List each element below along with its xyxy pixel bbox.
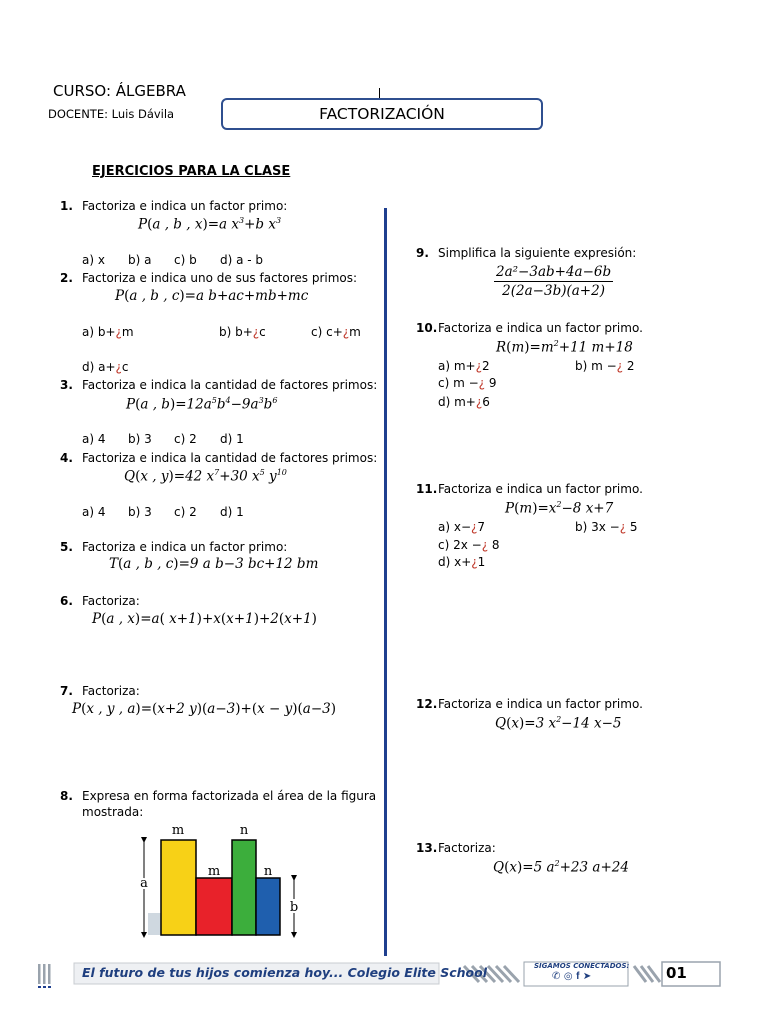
figure-label-n-mid: n (263, 864, 273, 879)
fraction-denominator: 2(2a−3b)(a+2) (502, 283, 605, 299)
instagram-icon[interactable]: ◎ (563, 971, 573, 982)
exercise-2-option-b: b) b+¿c (219, 325, 266, 339)
figure-shadow (148, 913, 162, 935)
exercise-text: Factoriza: (438, 841, 496, 855)
exercise-6 (60, 594, 140, 609)
exercise-number: 12. (416, 697, 438, 711)
exercise-11 (416, 482, 643, 497)
exercise-3-option-b: b) 3 (128, 432, 152, 446)
exercise-2-formula: P(a , b , c)=a b+ac+mb+mc (115, 288, 309, 304)
exercise-9-fraction (494, 264, 613, 299)
figure-label-m-top: m (171, 823, 185, 838)
exercise-12 (416, 697, 643, 712)
figure-label-a: a (140, 876, 148, 891)
figure-label-n-top: n (239, 823, 249, 838)
exercise-2 (60, 271, 357, 286)
exercise-text: Factoriza e indica un factor primo: (82, 199, 288, 213)
page-title-text: FACTORIZACIÓN (319, 105, 445, 123)
exercise-7-formula: P(x , y , a)=(x+2 y)(a−3)+(x − y)(a−3) (72, 701, 337, 717)
exercise-4-option-a: a) 4 (82, 505, 106, 519)
exercise-4-option-d: d) 1 (220, 505, 244, 519)
exercise-number: 10. (416, 321, 438, 335)
exercise-5 (60, 540, 287, 555)
section-title: EJERCICIOS PARA LA CLASE (92, 164, 291, 179)
exercise-text: Factoriza e indica la cantidad de factores primos: (82, 378, 378, 392)
footer-social-icons (552, 971, 591, 982)
exercise-9 (416, 246, 636, 261)
exercise-10-option-d: d) m+¿6 (438, 395, 490, 409)
page-title (221, 98, 543, 130)
exercise-text: Factoriza e indica un factor primo. (438, 321, 643, 335)
exercise-7 (60, 684, 140, 699)
exercise-11-option-d: d) x+¿1 (438, 555, 486, 569)
exercise-11-formula: $P(m)=x^2-8$ x+7 (505, 500, 614, 517)
exercise-number: 2. (60, 271, 73, 285)
exercise-10 (416, 321, 643, 336)
exercise-3 (60, 378, 377, 393)
footer-slogan: El futuro de tus hijos comienza hoy... Colegio Elite School (82, 965, 487, 980)
exercise-number: 3. (60, 378, 73, 392)
exercise-text: Expresa en forma factorizada el área de la figura (82, 789, 377, 803)
exercise-11-option-c: c) 2x −¿ 8 (438, 538, 500, 552)
exercise-5-formula: T(a , b , c)=9 a b−3 bc+12 bm (109, 556, 319, 572)
figure-green-rect (232, 840, 256, 935)
exercise-text: Factoriza e indica uno de sus factores primos: (82, 271, 358, 285)
footer-social-label: SIGAMOS CONECTADOS: (534, 962, 630, 970)
area-figure (128, 820, 313, 940)
exercise-4 (60, 451, 377, 466)
exercise-10-option-b: b) m −¿ 2 (575, 359, 635, 373)
exercise-2-option-a: a) b+¿m (82, 325, 134, 339)
exercise-10-option-a: a) m+¿2 (438, 359, 490, 373)
whatsapp-icon[interactable]: ✆ (552, 971, 561, 982)
figure-yellow-rect (161, 840, 196, 935)
exercise-13 (416, 841, 496, 856)
exercise-number: 6. (60, 594, 73, 608)
exercise-10-option-c: c) m −¿ 9 (438, 376, 497, 390)
exercise-3-option-c: c) 2 (174, 432, 197, 446)
facebook-icon[interactable]: f (576, 971, 580, 982)
figure-label-m-mid: m (207, 864, 221, 879)
exercise-text: Factoriza: (82, 594, 140, 608)
exercise-3-formula: P(a , $b)=12a^5b^4-9a^3b^6$ (126, 396, 278, 413)
exercise-text: Factoriza e indica un factor primo: (82, 540, 288, 554)
course-label: CURSO: ÁLGEBRA (53, 82, 186, 100)
column-divider (384, 208, 387, 956)
exercise-11-option-a: a) x−¿7 (438, 520, 486, 534)
exercise-12-formula: Q(x)=3 $x^2-14$ x−5 (495, 715, 622, 732)
exercise-text: Simplifica la siguiente expresión: (438, 246, 637, 260)
exercise-number: 5. (60, 540, 73, 554)
exercise-number: 11. (416, 482, 438, 496)
exercise-number: 4. (60, 451, 73, 465)
figure-red-rect (196, 878, 232, 935)
exercise-number: 13. (416, 841, 438, 855)
exercise-text: Factoriza e indica un factor primo. (438, 697, 643, 711)
exercise-text: Factoriza e indica un factor primo. (438, 482, 643, 496)
exercise-2-option-d: d) a+¿c (82, 360, 129, 374)
exercise-number: 9. (416, 246, 429, 260)
figure-label-b: b (289, 900, 299, 915)
exercise-8-text-line2: mostrada: (82, 805, 144, 819)
exercise-3-option-a: a) 4 (82, 432, 106, 446)
exercise-13-formula: Q(x)=5 $a^2+23$ a+24 (493, 859, 629, 876)
exercise-text: Factoriza: (82, 684, 140, 698)
exercise-6-formula: P(a , x)=a( x+1)+x(x+1)+2(x+1) (92, 611, 317, 627)
exercise-4-formula: Q(x , y)=42 $x^7+30$ $x^5$ $y^{10}$ (124, 468, 287, 485)
exercise-2-option-c: c) c+¿m (311, 325, 361, 339)
exercise-1-formula: P(a , b , x)=a $x^3+b$ $x^3$ (138, 216, 282, 233)
exercise-number: 8. (60, 789, 73, 803)
fraction-numerator: 2a²−3ab+4a−6b (496, 264, 612, 280)
exercise-3-option-d: d) 1 (220, 432, 244, 446)
figure-blue-rect (256, 878, 280, 935)
exercise-10-formula: $R(m)=m^2+11$ m+18 (496, 339, 633, 356)
exercise-1-option-b: b) a (128, 253, 152, 267)
teacher-label: DOCENTE: Luis Dávila (48, 107, 175, 121)
exercise-1-option-a: a) x (82, 253, 105, 267)
exercise-1-option-d: d) a - b (220, 253, 264, 267)
exercise-1-option-c: c) b (174, 253, 197, 267)
telegram-icon[interactable]: ➤ (582, 971, 592, 982)
exercise-4-option-b: b) 3 (128, 505, 152, 519)
exercise-number: 7. (60, 684, 73, 698)
exercise-4-option-c: c) 2 (174, 505, 197, 519)
exercise-11-option-b: b) 3x −¿ 5 (575, 520, 638, 534)
exercise-8 (60, 789, 376, 804)
page-number: 01 (666, 964, 687, 982)
exercise-number: 1. (60, 199, 73, 213)
exercise-1 (60, 199, 287, 214)
exercise-text: Factoriza e indica la cantidad de factores primos: (82, 451, 378, 465)
